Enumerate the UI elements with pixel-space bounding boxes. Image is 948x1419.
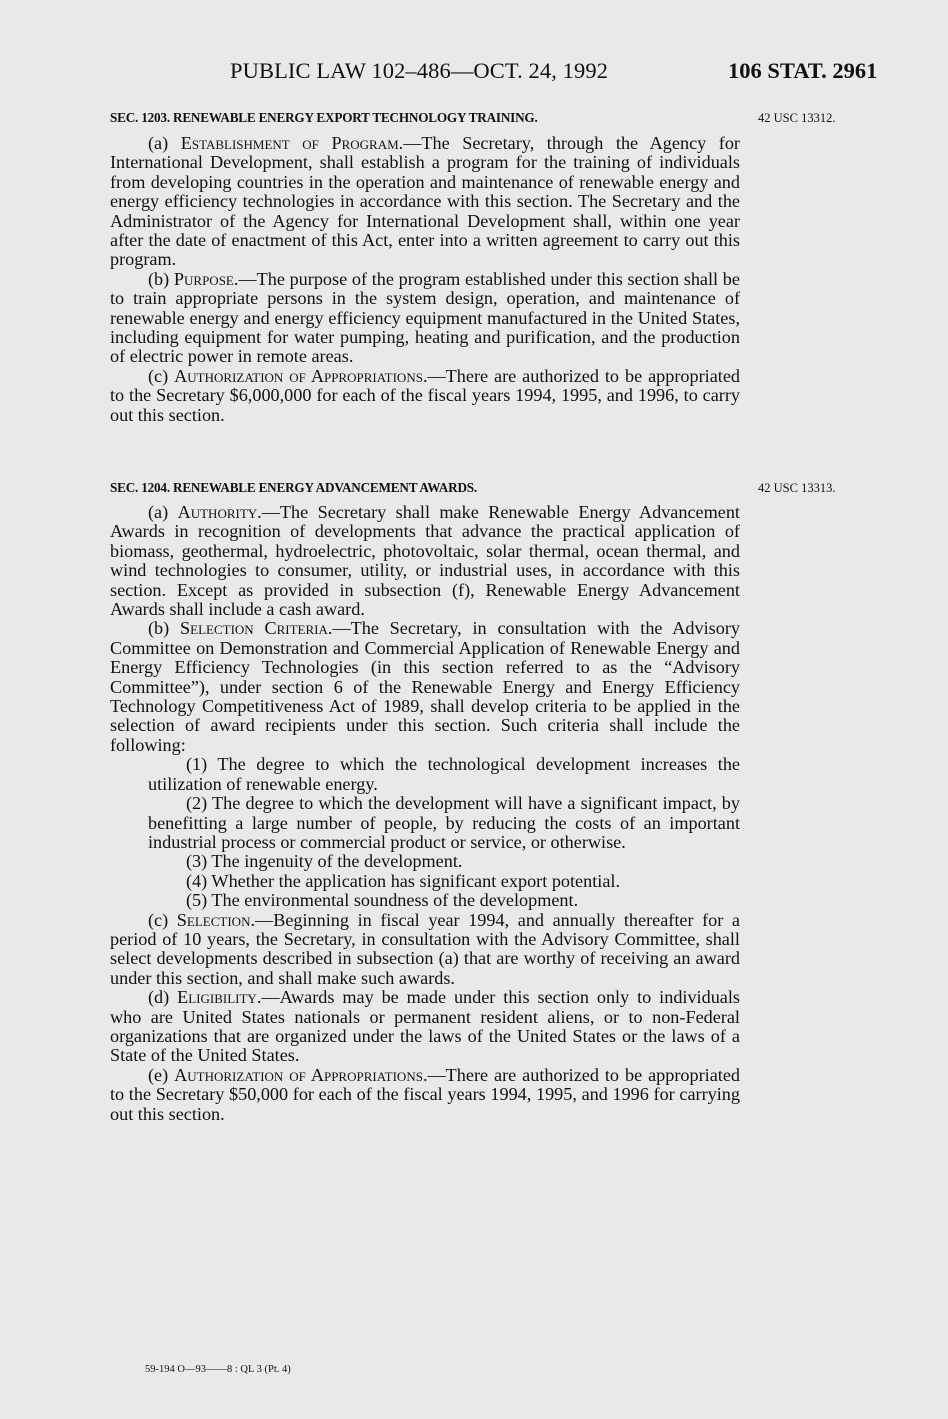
subsection-label: (b) <box>148 268 174 289</box>
criteria-item: (4) Whether the application has significant export potential. <box>186 870 621 891</box>
subsection-label: (b) <box>148 618 181 639</box>
subsection-text: .—There are authorized to be appropriated to the Secretary $50,000 for each of the fiscal years 1994, 1995, and 1996 for carrying out this section. <box>110 1064 740 1124</box>
subsection-caption: Establishment of Program <box>180 133 399 153</box>
subsection-text: .—The purpose of the program established under this section shall be to train appropriate persons in the system design, operation, and maintenance of renewable energy and energy efficiency equipment manufactured in the United States, including equipment for water pumping, heating and purification, and the production of electric power in remote areas. <box>110 268 740 367</box>
subsection-label: (a) <box>148 133 181 153</box>
section-1203-body <box>110 134 740 425</box>
subsection-label: (c) <box>148 365 175 386</box>
subsection-caption: Authorization of Appropriations <box>174 1064 423 1085</box>
subsection-label: (a) <box>148 502 178 522</box>
section-1204-subsection-b <box>110 619 740 755</box>
section-1204-subsection-c <box>110 911 740 989</box>
criteria-item: (1) The degree to which the technological development increases the utilization of renewable energy. <box>148 754 740 794</box>
criteria-item: (2) The degree to which the development will have a significant impact, by benefitting a large number of people, by reducing the costs of an important industrial process or commercial product or service, or otherwise. <box>148 793 740 852</box>
section-1204-body <box>110 503 740 1124</box>
page-footer-code: 59-194 O—93——8 : QL 3 (Pt. 4) <box>145 1364 291 1375</box>
subsection-caption: Selection <box>176 909 251 930</box>
page-header-title: PUBLIC LAW 102–486—OCT. 24, 1992 <box>230 58 609 83</box>
subsection-label: (c) <box>148 909 177 930</box>
subsection-text: .—The Secretary shall make Renewable Energy Advancement Awards in recognition of developments that advance the practical application of biomass, geothermal, hydroelectric, photovoltaic, solar thermal, ocean thermal, and wind technologies to consumer, utility, or industrial uses, in accordance with this section. Except as provided in subsection (f), Renewable Energy Advancement Awards shall include a cash award. <box>110 502 740 620</box>
subsection-caption: Authorization of Appropriations <box>174 365 423 386</box>
subsection-text: .—Beginning in fiscal year 1994, and annually thereafter for a period of 10 years, the Secretary, in consultation with the Advisory Committee, shall select developments described in subsection (a) that are worthy of receiving an award under this section, and shall make such awards. <box>110 909 740 988</box>
subsection-label: (d) <box>148 987 178 1008</box>
subsection-text: .—The Secretary, in consultation with the Advisory Committee on Demonstration and Commercial Application of Renewable Energy and Energy Efficiency Technologies (in this section referred to as the “Advisory Committee”), under section 6 of the Renewable Energy and Energy Efficiency Technology Competitiveness Act of 1989, shall develop criteria to be applied in the selection of award recipients under this section. Such criteria shall include the following: <box>110 618 740 755</box>
section-1203-subsection-a <box>110 134 740 270</box>
subsection-label: (e) <box>148 1064 175 1085</box>
page-header-stat: 106 STAT. 2961 <box>728 58 878 83</box>
subsection-text: .—Awards may be made under this section only to individuals who are United States nationals or permanent resident aliens, or to non-Federal organizations that are organized under the laws of the United States or the laws of a State of the United States. <box>110 987 740 1066</box>
section-1203-usc-note: 42 USC 13312. <box>758 111 836 125</box>
section-1204-usc-note: 42 USC 13313. <box>758 481 836 495</box>
section-1203-subsection-c <box>110 367 740 425</box>
section-1204-subsection-d <box>110 988 740 1066</box>
subsection-text: .—The Secretary, through the Agency for International Development, shall establish a program for the training of individuals from developing countries in the operation and maintenance of renewable energy and energy efficiency technologies in accordance with this section. The Secretary and the Administrator of the Agency for International Development shall, within one year after the date of enactment of this Act, enter into a written agreement to carry out this program. <box>110 133 740 270</box>
section-1204-subsection-e <box>110 1066 740 1124</box>
section-1204-heading: SEC. 1204. RENEWABLE ENERGY ADVANCEMENT AWARDS. <box>110 480 478 495</box>
subsection-caption: Authority <box>177 502 258 522</box>
section-1203-heading: SEC. 1203. RENEWABLE ENERGY EXPORT TECHNOLOGY TRAINING. <box>110 110 538 125</box>
criteria-item: (3) The ingenuity of the development. <box>186 851 463 872</box>
criteria-item: (5) The environmental soundness of the development. <box>186 890 579 911</box>
subsection-caption: Selection Criteria <box>180 618 328 639</box>
section-1203-subsection-b <box>110 270 740 367</box>
section-1204-subsection-a <box>110 503 740 619</box>
subsection-text: .—There are authorized to be appropriated to the Secretary $6,000,000 for each of the fiscal years 1994, 1995, and 1996, to carry out this section. <box>110 365 740 425</box>
subsection-caption: Purpose <box>173 268 234 289</box>
subsection-caption: Eligibility <box>177 987 257 1008</box>
